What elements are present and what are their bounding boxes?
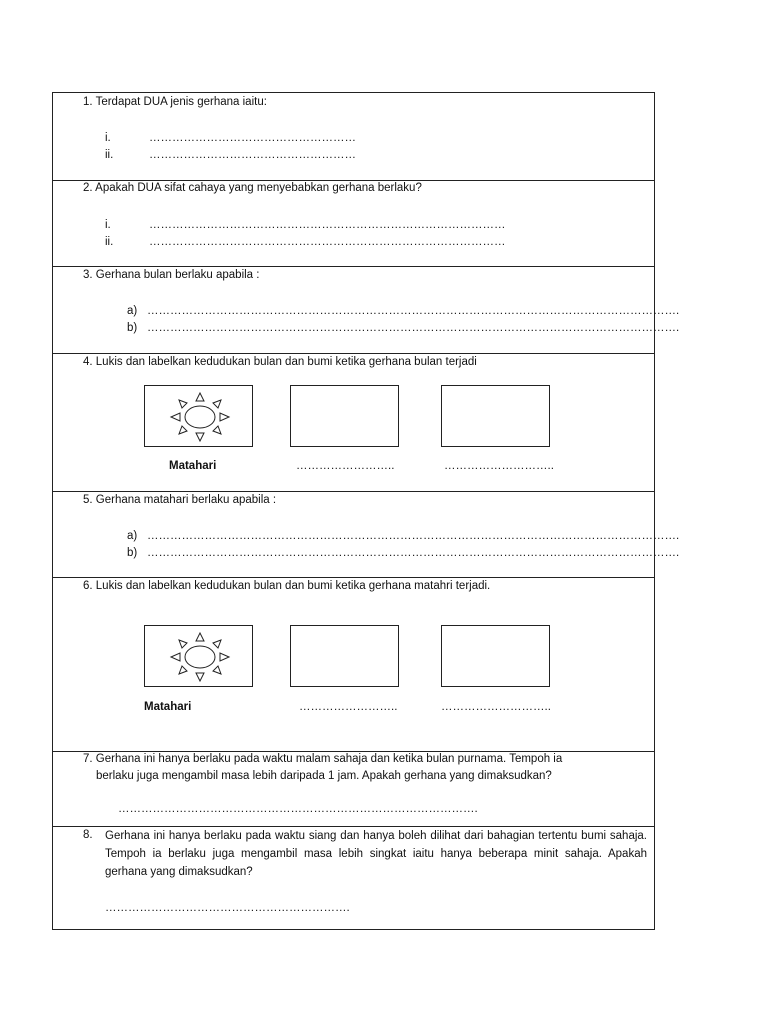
question-7-line-1: 7. Gerhana ini hanya berlaku pada waktu malam sahaja dan ketika bulan purnama. Tempoh ia [83,753,563,765]
question-8-number: 8. [83,829,93,841]
answer-dots: …………………………………………………………………………………………………………………………. [147,322,680,334]
sun-icon [165,389,235,445]
item-number: i. [105,132,111,144]
answer-dots: ………………………………………………………………………………… [149,219,506,231]
question-6-section [53,578,654,752]
question-8-section [53,827,654,931]
label-blank[interactable]: ……………………….. [441,701,551,713]
question-7-line-2: berlaku juga mengambil masa lebih daripada 1 jam. Apakah gerhana yang dimaksudkan? [96,770,552,782]
question-2-section [53,181,654,267]
question-6-text: 6. Lukis dan labelkan kedudukan bulan dan bumi ketika gerhana matahri terjadi. [83,580,491,592]
drawing-box[interactable] [441,385,550,447]
drawing-box[interactable] [290,625,399,687]
sun-drawing-box [144,625,253,687]
question-5-text: 5. Gerhana matahari berlaku apabila : [83,494,277,506]
answer-dots: …………………………………………………………………………………………………………………………. [147,305,680,317]
item-number: a) [127,530,138,542]
question-4-section [53,354,654,492]
question-3-text: 3. Gerhana bulan berlaku apabila : [83,269,260,281]
label-matahari: Matahari [169,460,217,472]
question-1-text: 1. Terdapat DUA jenis gerhana iaitu: [83,96,267,108]
item-number: b) [127,547,138,559]
item-number: b) [127,322,138,334]
item-number: a) [127,305,138,317]
answer-line[interactable]: ………………………………………………………. [105,902,350,914]
sun-drawing-box [144,385,253,447]
item-number: ii. [105,149,114,161]
sun-icon [165,629,235,685]
answer-dots: ……………………………………………… [149,149,356,161]
item-number: i. [105,219,111,231]
answer-line[interactable]: …………………………………………………………………………………. [118,803,478,815]
answer-dots: ………………………………………………………………………………… [149,236,506,248]
question-7-section [53,752,654,827]
question-4-text: 4. Lukis dan labelkan kedudukan bulan dan bumi ketika gerhana bulan terjadi [83,356,477,368]
label-blank[interactable]: ……………………….. [444,460,554,472]
drawing-box[interactable] [290,385,399,447]
question-8-text: Gerhana ini hanya berlaku pada waktu siang dan hanya boleh dilihat dari bahagian tertentu bumi sahaja. Tempoh ia berlaku juga mengambil masa lebih singkat iaitu hanya beberapa minit sahaja. Apakah gerhana yang dimaksudkan? [105,830,647,878]
question-table [52,92,680,930]
answer-dots: …………………………………………………………………………………………………………………………. [147,530,680,542]
label-matahari: Matahari [144,701,192,713]
question-5-section [53,492,680,578]
answer-dots: ……………………………………………… [149,132,356,144]
drawing-box[interactable] [441,625,550,687]
question-1-section [53,93,654,181]
item-number: ii. [105,236,114,248]
answer-dots: …………………………………………………………………………………………………………………………. [147,547,680,559]
question-3-section [53,267,680,354]
label-blank[interactable]: …………………….. [299,701,398,713]
label-blank[interactable]: …………………….. [296,460,395,472]
question-2-text: 2. Apakah DUA sifat cahaya yang menyebabkan gerhana berlaku? [83,182,422,194]
